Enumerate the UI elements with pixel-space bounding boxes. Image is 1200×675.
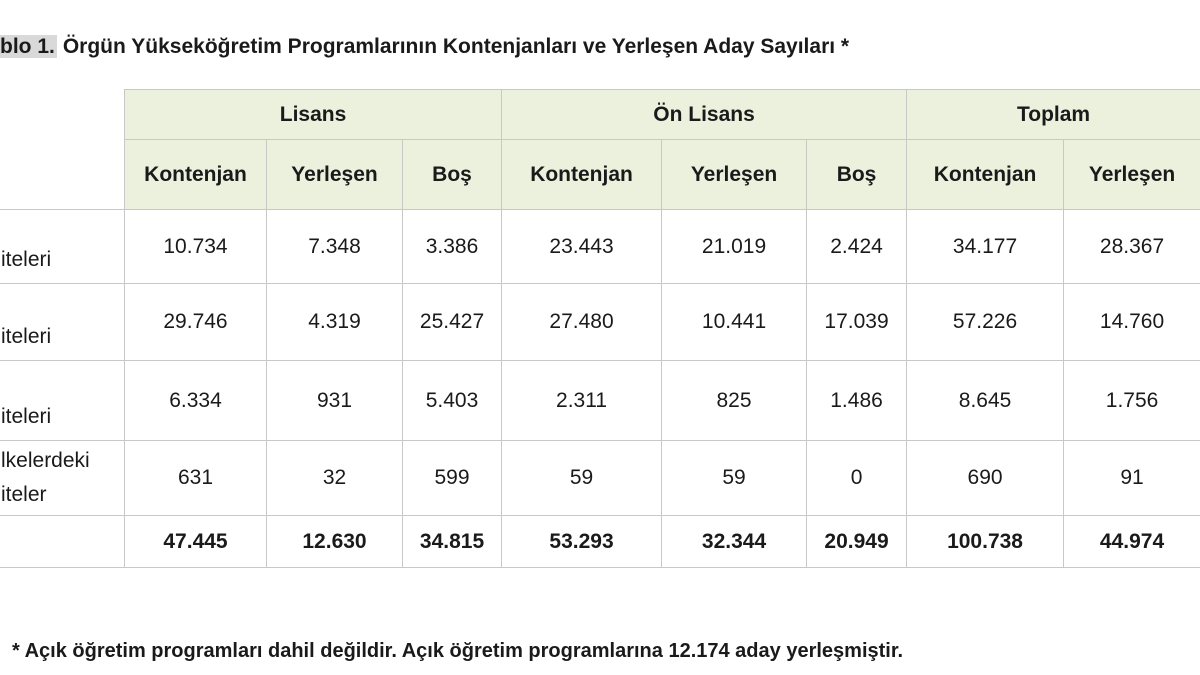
group-header-toplam: Toplam xyxy=(907,90,1200,140)
table-cell: 8.645 xyxy=(907,361,1064,441)
row-label: lkelerdeki iteler xyxy=(1,441,125,516)
table-cell: 59 xyxy=(662,441,807,516)
table-cell: 10.441 xyxy=(662,284,807,361)
table-row xyxy=(1,441,1200,516)
table-row xyxy=(1,284,1200,361)
table-cell: 29.746 xyxy=(125,284,267,361)
table-cell: 5.403 xyxy=(403,361,502,441)
table-cell: 1.756 xyxy=(1064,361,1200,441)
table-cell: 2.424 xyxy=(807,210,907,284)
table-cell: 1.486 xyxy=(807,361,907,441)
sub-header: Boş xyxy=(807,140,907,210)
table-cell: 27.480 xyxy=(502,284,662,361)
table-cell: 28.367 xyxy=(1064,210,1200,284)
table-cell: 599 xyxy=(403,441,502,516)
table-cell: 25.427 xyxy=(403,284,502,361)
table-cell: 2.311 xyxy=(502,361,662,441)
table-cell: 690 xyxy=(907,441,1064,516)
table-cell: 7.348 xyxy=(267,210,403,284)
table-cell: 931 xyxy=(267,361,403,441)
corner-cell xyxy=(1,90,125,210)
table-cell: 10.734 xyxy=(125,210,267,284)
table-cell: 3.386 xyxy=(403,210,502,284)
sub-header: Boş xyxy=(403,140,502,210)
group-header-lisans: Lisans xyxy=(125,90,502,140)
sub-header: Yerleşen xyxy=(662,140,807,210)
table-cell: 17.039 xyxy=(807,284,907,361)
sub-header: Yerleşen xyxy=(267,140,403,210)
total-cell: 32.344 xyxy=(662,516,807,568)
row-label: iteleri xyxy=(1,361,125,441)
row-label xyxy=(1,516,125,568)
table-cell: 32 xyxy=(267,441,403,516)
table-cell: 57.226 xyxy=(907,284,1064,361)
table-row xyxy=(1,210,1200,284)
group-header-row xyxy=(1,90,1200,140)
table-cell: 825 xyxy=(662,361,807,441)
row-label: iteleri xyxy=(1,284,125,361)
footnote: * Açık öğretim programları dahil değildir. Açık öğretim programlarına 12.174 aday yerleşmiştir. xyxy=(12,640,904,662)
table-cell: 23.443 xyxy=(502,210,662,284)
table-row xyxy=(1,361,1200,441)
total-cell: 20.949 xyxy=(807,516,907,568)
total-cell: 53.293 xyxy=(502,516,662,568)
sub-header: Kontenjan xyxy=(502,140,662,210)
group-header-on-lisans: Ön Lisans xyxy=(502,90,907,140)
sub-header: Yerleşen xyxy=(1064,140,1200,210)
table-title-text: Örgün Yükseköğretim Programlarının Kontenjanları ve Yerleşen Aday Sayıları * xyxy=(62,35,850,58)
sub-header-row xyxy=(1,140,1200,210)
table-cell: 0 xyxy=(807,441,907,516)
table-number-label: blo 1. xyxy=(0,35,55,58)
total-cell: 12.630 xyxy=(267,516,403,568)
table-cell: 21.019 xyxy=(662,210,807,284)
total-cell: 44.974 xyxy=(1064,516,1200,568)
table-cell: 91 xyxy=(1064,441,1200,516)
table-cell: 14.760 xyxy=(1064,284,1200,361)
total-cell: 34.815 xyxy=(403,516,502,568)
sub-header: Kontenjan xyxy=(125,140,267,210)
table-cell: 59 xyxy=(502,441,662,516)
sub-header: Kontenjan xyxy=(907,140,1064,210)
table-cell: 6.334 xyxy=(125,361,267,441)
table-cell: 34.177 xyxy=(907,210,1064,284)
data-table xyxy=(0,89,1200,568)
row-label: iteleri xyxy=(1,210,125,284)
table-cell: 4.319 xyxy=(267,284,403,361)
table-cell: 631 xyxy=(125,441,267,516)
total-row xyxy=(1,516,1200,568)
total-cell: 100.738 xyxy=(907,516,1064,568)
total-cell: 47.445 xyxy=(125,516,267,568)
table-title xyxy=(0,30,849,64)
